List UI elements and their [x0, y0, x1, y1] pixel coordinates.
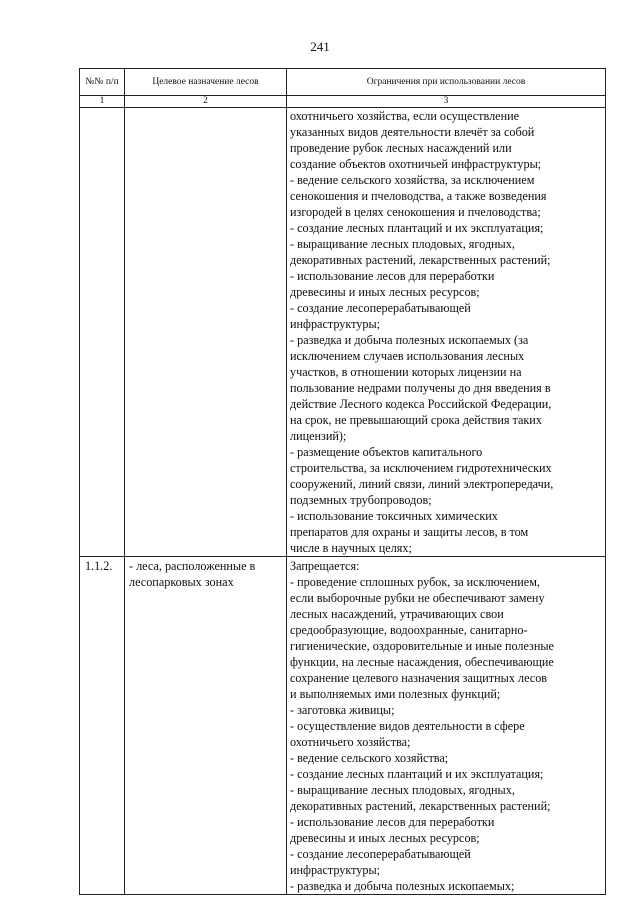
row1-restriction-line: на срок, не превышающий срока действия таких: [290, 413, 542, 427]
row2-restriction-line: - осуществление видов деятельности в сфере: [290, 719, 525, 733]
row1-number-cell: [80, 108, 125, 557]
row1-purpose-cell: [125, 108, 287, 557]
row2-restriction-line: гигиенические, оздоровительные и иные полезные: [290, 639, 554, 653]
table-row: [80, 108, 606, 557]
row1-restriction-line: препаратов для охраны и защиты лесов, в том: [290, 525, 529, 539]
row2-restriction-line: декоративных растений, лекарственных растений;: [290, 799, 551, 813]
row1-restriction-line: строительства, за исключением гидротехнических: [290, 461, 552, 475]
row1-restriction-line: инфраструктуры;: [290, 317, 381, 331]
row1-restrictions-text: [287, 108, 605, 556]
row1-restriction-line: изгородей в целях сенокошения и пчеловодства;: [290, 205, 541, 219]
row2-restriction-line: лесных насаждений, утрачивающих свои: [290, 607, 504, 621]
row1-restriction-line: - создание лесоперерабатывающей: [290, 301, 471, 315]
row1-restriction-line: сооружений, линий связи, линий электропередачи,: [290, 477, 554, 491]
row1-restriction-line: действие Лесного кодекса Российской Федерации,: [290, 397, 552, 411]
restrictions-table: [79, 68, 606, 895]
header-restrictions: [287, 69, 606, 96]
row1-restriction-line: подземных трубопроводов;: [290, 493, 432, 507]
row1-restriction-line: - разведка и добыча полезных ископаемых (за: [290, 333, 529, 347]
row1-restriction-line: - создание лесных плантаций и их эксплуатация;: [290, 221, 544, 235]
row2-purpose-cell: [125, 557, 287, 895]
column-number-1: 1: [80, 96, 125, 108]
row1-restriction-line: указанных видов деятельности влечёт за собой: [290, 125, 535, 139]
row1-restriction-line: - ведение сельского хозяйства, за исключением: [290, 173, 535, 187]
row1-restriction-line: сенокошения и пчеловодства, а также возведения: [290, 189, 547, 203]
column-number-3: 3: [287, 96, 606, 108]
row1-restriction-line: древесины и иных лесных ресурсов;: [290, 285, 480, 299]
row1-restriction-line: охотничьего хозяйства, если осуществление: [290, 109, 520, 123]
header-restrictions-label: Ограничения при использовании лесов: [366, 76, 526, 87]
row2-restriction-line: - проведение сплошных рубок, за исключением,: [290, 575, 540, 589]
row2-purpose-line: - леса, расположенные в: [129, 559, 256, 573]
row1-restriction-line: исключением случаев использования лесных: [290, 349, 525, 363]
row1-restriction-line: пользование недрами получены до дня введения в: [290, 381, 551, 395]
row2-restriction-line: - создание лесоперерабатывающей: [290, 847, 471, 861]
row1-restriction-line: лицензий);: [290, 429, 347, 443]
row2-restriction-line: - разведка и добыча полезных ископаемых;: [290, 879, 515, 893]
row2-restrictions-text: [287, 557, 605, 894]
row2-restriction-line: - выращивание лесных плодовых, ягодных,: [290, 783, 515, 797]
row1-restriction-line: - размещение объектов капитального: [290, 445, 483, 459]
row1-restriction-line: - использование токсичных химических: [290, 509, 498, 523]
row2-purpose-text: [125, 557, 286, 590]
header-purpose: [125, 69, 287, 96]
page-number: 241: [310, 39, 330, 54]
row2-restriction-line: - создание лесных плантаций и их эксплуатация;: [290, 767, 544, 781]
row1-restriction-line: проведение рубок лесных насаждений или: [290, 141, 512, 155]
row2-restriction-line: функции, на лесные насаждения, обеспечивающие: [290, 655, 554, 669]
row2-restriction-line: и выполняемых ими полезных функций;: [290, 687, 501, 701]
row2-restrictions-cell: [287, 557, 606, 895]
row2-purpose-line: лесопарковых зонах: [129, 575, 234, 589]
row2-restriction-line: Запрещается:: [290, 559, 360, 573]
row1-restriction-line: - использование лесов для переработки: [290, 269, 495, 283]
row2-restriction-line: - ведение сельского хозяйства;: [290, 751, 449, 765]
row2-restriction-line: сохранение целевого назначения защитных лесов: [290, 671, 548, 685]
row2-number: 1.1.2.: [85, 559, 113, 573]
header-number-label: №№ п/п: [85, 76, 119, 87]
row1-restrictions-cell: [287, 108, 606, 557]
row2-restriction-line: инфраструктуры;: [290, 863, 381, 877]
row1-restriction-line: числе в научных целях;: [290, 541, 412, 555]
row2-restriction-line: средообразующие, водоохранные, санитарно-: [290, 623, 528, 637]
row1-restriction-line: создание объектов охотничьей инфраструктуры;: [290, 157, 542, 171]
row1-restriction-line: - выращивание лесных плодовых, ягодных,: [290, 237, 515, 251]
table-row: [80, 557, 606, 895]
table-header-row: [80, 69, 606, 96]
row1-restriction-line: участков, в отношении которых лицензии на: [290, 365, 522, 379]
header-purpose-label: Целевое назначение лесов: [152, 76, 259, 87]
row2-restriction-line: охотничьего хозяйства;: [290, 735, 411, 749]
column-number-2: 2: [125, 96, 287, 108]
row1-restriction-line: декоративных растений, лекарственных растений;: [290, 253, 551, 267]
row2-number-cell: [80, 557, 125, 895]
row2-restriction-line: если выборочные рубки не обеспечивают замену: [290, 591, 545, 605]
column-number-row: [80, 96, 606, 108]
row2-restriction-line: - заготовка живицы;: [290, 703, 395, 717]
row2-restriction-line: - использование лесов для переработки: [290, 815, 495, 829]
row2-restriction-line: древесины и иных лесных ресурсов;: [290, 831, 480, 845]
header-number: [80, 69, 125, 96]
